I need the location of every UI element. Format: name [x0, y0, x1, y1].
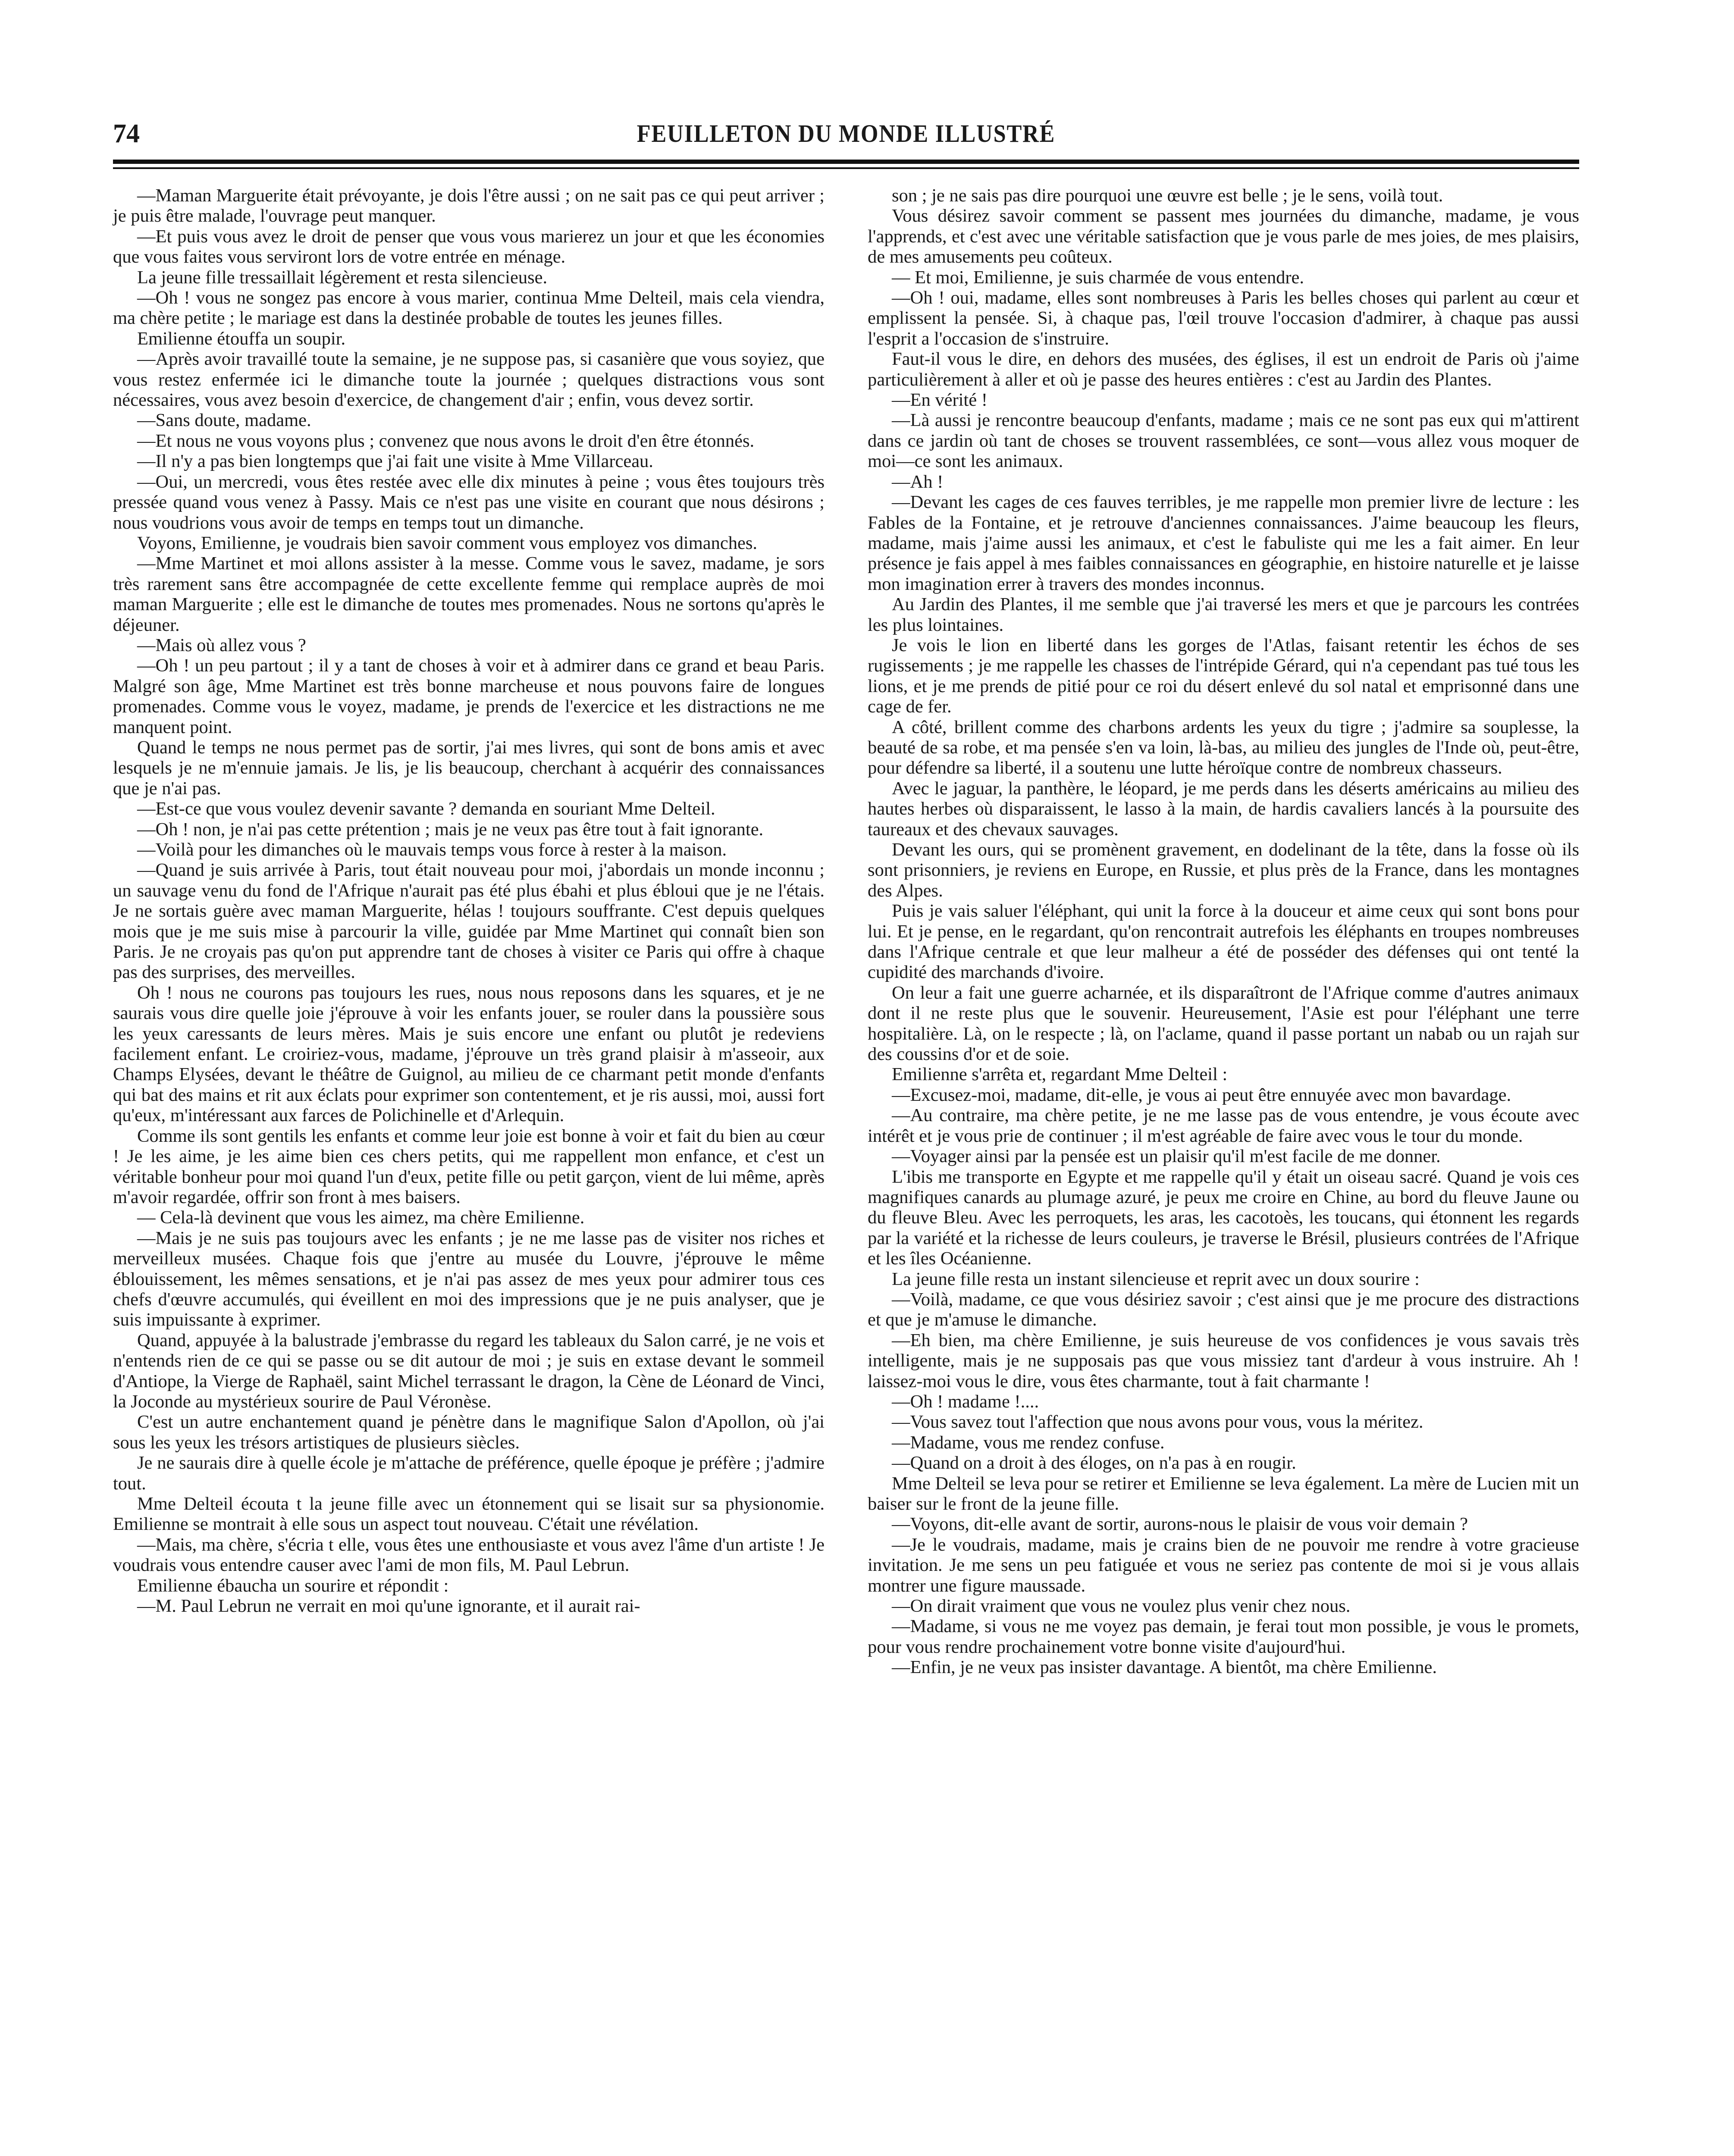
paragraph: A côté, brillent comme des charbons ardents les yeux du tigre ; j'admire sa souplesse, la beauté de sa robe, et ma pensée s'en va loin, là-bas, au milieu des jungles de l'Inde où, peut-être, pour défendre sa liberté, il a soutenu une lutte héroïque contre de nombreux chasseurs. — [868, 717, 1579, 778]
paragraph: On leur a fait une guerre acharnée, et ils disparaîtront de l'Afrique comme d'autres animaux dont il ne reste plus que le souvenir. Heureusement, l'Asie est pour l'éléphant une terre hospitalière. Là, on le respecte ; là, on l'aclame, quand il passe portant un nabab ou un rajah sur des coussins d'or et de soie. — [868, 982, 1579, 1065]
paragraph: —Oh ! non, je n'ai pas cette prétention ; mais je ne veux pas être tout à fait ignorante. — [137, 819, 764, 840]
paragraph: Emilienne ébaucha un sourire et répondit : — [137, 1575, 449, 1596]
paragraph: —Je le voudrais, madame, mais je crains bien de ne pouvoir me rendre à votre gracieuse invitation. Je me sens un peu fatiguée et vous ne seriez pas contente de moi si je vous allais montrer une figure maussade. — [868, 1534, 1579, 1596]
paragraph: —Mais je ne suis pas toujours avec les enfants ; je ne me lasse pas de visiter nos riches et merveilleux musées. Chaque fois que j'entre au musée du Louvre, j'éprouve le même éblouissement, les mêmes sensations, et je n'ai pas assez de mes yeux pour admirer tous ces chefs d'œuvre accumulés, qui éveillent en moi des impressions que je ne puis analyser, que je suis impuissante à exprimer. — [113, 1228, 825, 1330]
paragraph: Puis je vais saluer l'éléphant, qui unit la force à la douceur et aime ceux qui sont bons pour lui. Et je pense, en le regardant, qu'on rencontrait autrefois les éléphants en troupes nombreuses dans l'Afrique centrale et que leur malheur a été de posséder des défenses qui ont tenté la cupidité des marchands d'ivoire. — [868, 901, 1579, 983]
paragraph: —Oh ! un peu partout ; il y a tant de choses à voir et à admirer dans ce grand et beau Paris. Malgré son âge, Mme Martinet est très bonne marcheuse et nous pouvons faire de longues promenades. Comme vous le voyez, madame, je prends de l'exercice et les distractions ne me manquent point. — [113, 655, 825, 737]
paragraph: La jeune fille resta un instant silencieuse et reprit avec un doux sourire : — [892, 1269, 1420, 1289]
paragraph: son ; je ne sais pas dire pourquoi une œuvre est belle ; je le sens, voilà tout. — [892, 185, 1443, 206]
paragraph: —Voilà, madame, ce que vous désiriez savoir ; c'est ainsi que je me procure des distractions et que je m'amuse le dimanche. — [868, 1289, 1579, 1330]
right-column — [868, 185, 1579, 1678]
paragraph: C'est un autre enchantement quand je pénètre dans le magnifique Salon d'Apollon, où j'ai sous les yeux les trésors artistiques de plusieurs siècles. — [113, 1412, 825, 1453]
page-number: 74 — [113, 119, 140, 148]
paragraph: —Sans doute, madame. — [137, 410, 311, 431]
paragraph: —Oui, un mercredi, vous êtes restée avec elle dix minutes à peine ; vous êtes toujours très pressée quand vous venez à Passy. Mais ce n'est pas une visite en courant que nous désirons ; nous voudrions vous avoir de temps en temps tout un dimanche. — [113, 471, 825, 533]
paragraph: —Madame, si vous ne me voyez pas demain, je ferai tout mon possible, je vous le promets, pour vous rendre prochainement votre bonne visite d'aujourd'hui. — [868, 1616, 1579, 1657]
paragraph: La jeune fille tressaillait légèrement et resta silencieuse. — [137, 267, 548, 288]
paragraph: —Voilà pour les dimanches où le mauvais temps vous force à rester à la maison. — [137, 840, 727, 860]
paragraph: Je ne saurais dire à quelle école je m'attache de préférence, quelle époque je préfère ; j'admire tout. — [113, 1453, 825, 1494]
paragraph: —Oh ! vous ne songez pas encore à vous marier, continua Mme Delteil, mais cela viendra, ma chère petite ; le mariage est dans la destinée probable de toutes les jeunes filles. — [113, 288, 825, 329]
paragraph: Avec le jaguar, la panthère, le léopard, je me perds dans les déserts américains au milieu des hautes herbes où disparaissent, le lasso à la main, de hardis cavaliers lancés à la poursuite des taureaux et des chevaux sauvages. — [868, 778, 1579, 840]
paragraph: Devant les ours, qui se promènent gravement, en dodelinant de la tête, dans la fosse où ils sont prisonniers, je reviens en Europe, en Russie, et plus près de la France, dans les montagnes des Alpes. — [868, 840, 1579, 901]
paragraph: Quand, appuyée à la balustrade j'embrasse du regard les tableaux du Salon carré, je ne vois et n'entends rien de ce qui se passe ou se dit autour de moi ; je suis en extase devant le sommeil d'Antiope, la Vierge de Raphaël, saint Michel terrassant le dragon, la Cène de Léonard de Vinci, la Joconde au mystérieux sourire de Paul Véronèse. — [113, 1330, 825, 1412]
paragraph: Quand le temps ne nous permet pas de sortir, j'ai mes livres, qui sont de bons amis et avec lesquels je ne m'ennuie jamais. Je lis, je lis beaucoup, cherchant à acquérir des connaissances que je n'ai pas. — [113, 737, 825, 799]
paragraph: —Mme Martinet et moi allons assister à la messe. Comme vous le savez, madame, je sors très rarement sans être accompagnée de cette excellente femme qui remplace auprès de moi maman Marguerite ; elle est le dimanche de toutes mes promenades. Nous ne sortons qu'après le déjeuner. — [113, 553, 825, 635]
paragraph: Voyons, Emilienne, je voudrais bien savoir comment vous employez vos dimanches. — [137, 533, 758, 553]
paragraph: —Et puis vous avez le droit de penser que vous vous marierez un jour et que les économies que vous faites vous serviront lors de votre entrée en ménage. — [113, 226, 825, 267]
header-rule-thin — [113, 167, 1579, 169]
paragraph: —Mais où allez vous ? — [137, 635, 306, 655]
paragraph: —En vérité ! — [892, 390, 988, 411]
paragraph: Je vois le lion en liberté dans les gorges de l'Atlas, faisant retentir les échos de ses rugissements ; je me rappelle les chasses de l'intrépide Gérard, qui n'a cependant pas tué tous les lions, et je me prends de pitié pour ce roi du désert enlevé du sol natal et emprisonné dans une cage de fer. — [868, 635, 1579, 717]
paragraph: —Voyager ainsi par la pensée est un plaisir qu'il m'est facile de me donner. — [892, 1146, 1441, 1167]
paragraph: Emilienne s'arrêta et, regardant Mme Delteil : — [892, 1064, 1228, 1085]
paragraph: —Quand je suis arrivée à Paris, tout était nouveau pour moi, j'abordais un monde inconnu ; un sauvage venu du fond de l'Afrique n'aurait pas été plus ébahi et plus ébloui que je ne l'étais. Je ne sortais guère avec maman Marguerite, hélas ! toujours souffrante. C'est depuis quelques mois que je me suis mise à parcourir la ville, guidée par Mme Martinet qui connaît bien son Paris. Je ne croyais pas qu'on put apprendre tant de choses à visiter ce Paris qui offre à chaque pas des surprises, des merveilles. — [113, 860, 825, 983]
paragraph: —Maman Marguerite était prévoyante, je dois l'être aussi ; on ne sait pas ce qui peut arriver ; je puis être malade, l'ouvrage peut manquer. — [113, 185, 825, 226]
paragraph: —Eh bien, ma chère Emilienne, je suis heureuse de vos confidences je vous savais très intelligente, mais je ne supposais pas que vous missiez tant d'ardeur à vous instruire. Ah ! laissez-moi vous le dire, vous êtes charmante, tout à fait charmante ! — [868, 1330, 1579, 1391]
paragraph: — Cela-là devinent que vous les aimez, ma chère Emilienne. — [137, 1207, 585, 1228]
paragraph: Mme Delteil écouta t la jeune fille avec un étonnement qui se lisait sur sa physionomie. Emilienne se montrait à elle sous un aspect tout nouveau. C'était une révélation. — [113, 1494, 825, 1535]
paragraph: —Excusez-moi, madame, dit-elle, je vous ai peut être ennuyée avec mon bavardage. — [892, 1084, 1511, 1105]
paragraph: —Au contraire, ma chère petite, je ne me lasse pas de vous entendre, je vous écoute avec intérêt et je vous prie de continuer ; il m'est agréable de faire avec vous le tour du monde. — [868, 1105, 1579, 1146]
paragraph: Oh ! nous ne courons pas toujours les rues, nous nous reposons dans les squares, et je ne saurais vous dire quelle joie j'éprouve à voir les enfants jouer, se rouler dans la poussière sous les yeux caressants de leurs mères. Mais je suis encore une enfant ou plutôt je redeviens facilement enfant. Le croiriez-vous, madame, j'éprouve un très grand plaisir à m'asseoir, aux Champs Elysées, devant le théâtre de Guignol, au milieu de ce charmant petit monde d'enfants qui bat des mains et rit aux éclats pour exprimer son contentement, et je ris aussi, moi, aussi fort qu'eux, m'intéressant aux farces de Polichinelle et d'Arlequin. — [113, 982, 825, 1126]
paragraph: Mme Delteil se leva pour se retirer et Emilienne se leva également. La mère de Lucien mit un baiser sur le front de la jeune fille. — [868, 1473, 1579, 1514]
paragraph: Au Jardin des Plantes, il me semble que j'ai traversé les mers et que je parcours les contrées les plus lointaines. — [868, 594, 1579, 635]
paragraph: —Là aussi je rencontre beaucoup d'enfants, madame ; mais ce ne sont pas eux qui m'attirent dans ce jardin où tant de choses se trouvent rassemblées, ce sont—vous allez vous moquer de moi—ce sont les animaux. — [868, 410, 1579, 472]
paragraph: —Oh ! madame !.... — [892, 1391, 1039, 1412]
left-column — [113, 185, 825, 1616]
paragraph: —Et nous ne vous voyons plus ; convenez que nous avons le droit d'en être étonnés. — [137, 430, 755, 451]
paragraph: — Et moi, Emilienne, je suis charmée de vous entendre. — [892, 267, 1304, 288]
paragraph: —Mais, ma chère, s'écria t elle, vous êtes une enthousiaste et vous avez l'âme d'un artiste ! Je voudrais vous entendre causer avec l'ami de mon fils, M. Paul Lebrun. — [113, 1534, 825, 1576]
page-header — [113, 116, 1579, 151]
paragraph: —Devant les cages de ces fauves terribles, je me rappelle mon premier livre de lecture : les Fables de la Fontaine, et je retrouve d'anciennes connaissances. J'aime beaucoup les fleurs, madame, mais j'aime aussi les animaux, et c'est le fabuliste qui me les a fait aimer. En leur présence je fais appel à mes faibles connaissances en géographie, en histoire naturelle et je laisse mon imagination errer à travers des mondes inconnus. — [868, 492, 1579, 594]
header-rule-thick — [113, 160, 1579, 164]
paragraph: —Il n'y a pas bien longtemps que j'ai fait une visite à Mme Villarceau. — [137, 451, 653, 472]
paragraph: —Ah ! — [892, 471, 944, 492]
paragraph: —Est-ce que vous voulez devenir savante ? demanda en souriant Mme Delteil. — [137, 799, 715, 819]
paragraph: Faut-il vous le dire, en dehors des musées, des églises, il est un endroit de Paris où j'aime particulièrement à aller et où je passe des heures entières : c'est au Jardin des Plantes. — [868, 349, 1579, 390]
paragraph: L'ibis me transporte en Egypte et me rappelle qu'il y était un oiseau sacré. Quand je vois ces magnifiques canards au plumage azuré, je peux me croire en Chine, au bord du fleuve Jaune ou du fleuve Bleu. Avec les perroquets, les aras, les cacotoès, les toucans, qui étonnent les regards par la variété et la richesse de leurs couleurs, je traverse le Brésil, plusieurs contrées de l'Afrique et les îles Océanienne. — [868, 1166, 1579, 1269]
paragraph: —M. Paul Lebrun ne verrait en moi qu'une ignorante, et il aurait rai- — [137, 1596, 640, 1617]
paragraph: —Après avoir travaillé toute la semaine, je ne suppose pas, si casanière que vous soyiez, que vous restez enfermée ici le dimanche toute la journée ; quelques distractions vous sont nécessaires, vous avez besoin d'exercice, de changement d'air ; enfin, vous devez sortir. — [113, 349, 825, 411]
paragraph: —Vous savez tout l'affection que nous avons pour vous, vous la méritez. — [892, 1412, 1424, 1432]
paragraph: Emilienne étouffa un soupir. — [137, 328, 346, 349]
running-title: FEUILLETON DU MONDE ILLUSTRÉ — [637, 119, 1056, 147]
paragraph: Comme ils sont gentils les enfants et comme leur joie est bonne à voir et fait du bien au cœur ! Je les aime, je les aime bien ces chers petits, qui me rappellent mon enfance, et c'est un véritable bonheur pour moi quand l'un d'eux, petite fille ou petit garçon, vient de lui même, après m'avoir regardée, offrir son front à mes baisers. — [113, 1125, 825, 1207]
paragraph: Vous désirez savoir comment se passent mes journées du dimanche, madame, je vous l'apprends, et c'est avec une véritable satisfaction que je vous parle de mes joies, de mes plaisirs, de mes amusements peu coûteux. — [868, 206, 1579, 267]
paragraph: —Madame, vous me rendez confuse. — [892, 1432, 1165, 1453]
paragraph: —Quand on a droit à des éloges, on n'a pas à en rougir. — [892, 1453, 1296, 1473]
paragraph: —Voyons, dit-elle avant de sortir, aurons-nous le plaisir de vous voir demain ? — [892, 1514, 1468, 1535]
paragraph: —Oh ! oui, madame, elles sont nombreuses à Paris les belles choses qui parlent au cœur et emplissent la pensée. Si, à chaque pas, l'œil trouve l'occasion d'admirer, à chaque pas aussi l'esprit a l'occasion de s'instruire. — [868, 288, 1579, 349]
paragraph: —On dirait vraiment que vous ne voulez plus venir chez nous. — [892, 1596, 1351, 1617]
paragraph: —Enfin, je ne veux pas insister davantage. A bientôt, ma chère Emilienne. — [892, 1657, 1437, 1678]
